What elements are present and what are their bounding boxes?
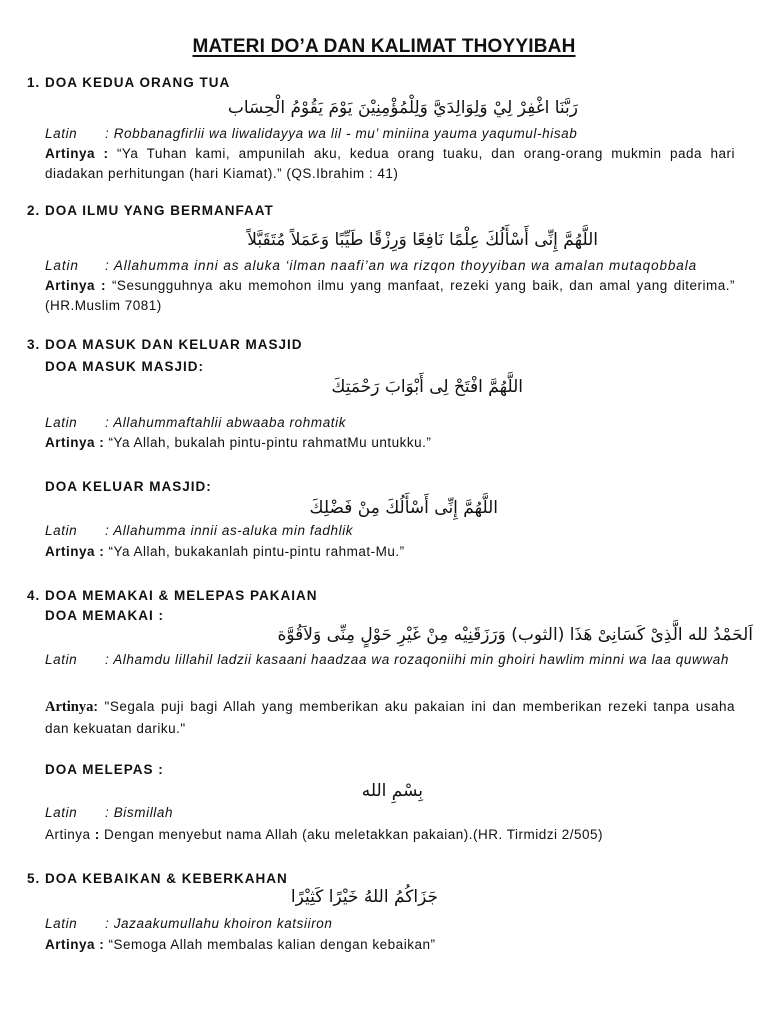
- section-5-arabic: جَزَاكُمُ اللهُ خَيْرًا كَثِيْرًا: [290, 887, 438, 907]
- section-1-arabic: رَبَّنَا اغْفِرْ لِيْ وَلِوَالِدَيَّ وَلِلْمُؤْمِنِيْنَ يَوْمَ يَقُوْمُ الْحِسَاب: [227, 98, 578, 118]
- section-4-heading: 4. DOA MEMAKAI & MELEPAS PAKAIAN: [27, 588, 318, 603]
- artinya-label: Artinya: [45, 827, 91, 842]
- section-5-artinya: Artinya : “Semoga Allah membalas kalian dengan kebaikan”: [45, 937, 436, 952]
- section-5-heading: 5. DOA KEBAIKAN & KEBERKAHAN: [27, 871, 288, 886]
- doa-masuk-masjid-heading: DOA MASUK MASJID:: [45, 359, 205, 374]
- latin-text: Alhamdu lillahil ladzii kasaani haadzaa wa rozaqoniihi min ghoiri hawlim minni wa laa quwwah: [113, 652, 729, 667]
- doa-memakai-artinya: Artinya: "Segala puji bagi Allah yang memberikan aku pakaian ini dan memberikan rezeki tanpa usaha dan kekuatan dariku.": [45, 699, 736, 736]
- artinya-label: Artinya: [45, 435, 96, 450]
- section-2-arabic: اللَّهُمَّ إِنِّى أَسْأَلُكَ عِلْمًا نَافِعًا وَرِزْقًا طَيِّبًا وَعَمَلاً مُتَقَبَّلاً: [247, 230, 598, 250]
- artinya-text: Dengan menyebut nama Allah (aku meletakkan pakaian).(HR. Tirmidzi 2/505): [104, 827, 604, 842]
- section-1-latin: Latin : Robbanagfirlii wa liwalidayya wa lil - mu’ miniina yauma yaqumul-hisab: [45, 124, 735, 144]
- doa-keluar-masjid-latin: Latin : Allahumma innii as-aluka min fadhlik: [45, 521, 735, 541]
- latin-text: Allahumma innii as-aluka min fadhlik: [113, 523, 354, 538]
- section-1-artinya: Artinya : “Ya Tuhan kami, ampunilah aku, kedua orang tuaku, dan orang-orang mukmin pada hari diadakan perhitungan (hari Kiamat).” (QS.Ibrahim : 41): [45, 146, 736, 181]
- doa-memakai-arabic: اَلحَمْدُ لله الَّذِىْ كَسَانِىْ هَذَا (الثوب) وَرَزَقَنِيْه مِنْ غَيْرِ حَوْلٍ مِنِّى وَلاَقُوَّة: [277, 625, 753, 645]
- latin-text: Allahummaftahlii abwaaba rohmatik: [113, 415, 347, 430]
- section-2-artinya: Artinya : “Sesungguhnya aku memohon ilmu yang manfaat, rezeki yang baik, dan amal yang diterima.” (HR.Muslim 7081): [45, 278, 735, 313]
- doa-melepas-heading: DOA MELEPAS :: [45, 762, 164, 777]
- doa-masuk-masjid-arabic: اللَّهُمَّ افْتَحْ لِى أَبْوَابَ رَحْمَتِكَ: [331, 377, 523, 397]
- latin-label: Latin: [45, 652, 78, 667]
- latin-label: Latin: [45, 415, 78, 430]
- artinya-text: “Ya Allah, bukakanlah pintu-pintu rahmat-Mu.”: [108, 544, 405, 559]
- section-5-latin: Latin : Jazaakumullahu khoiron katsiiron: [45, 914, 735, 934]
- page-title: MATERI DO’A DAN KALIMAT THOYYIBAH: [192, 36, 576, 57]
- artinya-text: “Ya Tuhan kami, ampunilah aku, kedua orang tuaku, dan orang-orang mukmin pada hari diadakan perhitungan (hari Kiamat).” (QS.Ibrahim : 41): [45, 146, 736, 181]
- doa-keluar-masjid-artinya: Artinya : “Ya Allah, bukakanlah pintu-pintu rahmat-Mu.”: [45, 544, 405, 559]
- section-1-heading: 1. DOA KEDUA ORANG TUA: [27, 75, 231, 90]
- doa-memakai-heading: DOA MEMAKAI :: [45, 608, 164, 623]
- doa-masuk-masjid-latin: Latin : Allahummaftahlii abwaaba rohmatik: [45, 413, 735, 433]
- doa-melepas-artinya: Artinya : Dengan menyebut nama Allah (aku meletakkan pakaian).(HR. Tirmidzi 2/505): [45, 827, 604, 842]
- artinya-text: “Ya Allah, bukalah pintu-pintu rahmatMu untukku.”: [108, 435, 432, 450]
- latin-text: Robbanagfirlii wa liwalidayya wa lil - mu’ miniina yauma yaqumul-hisab: [113, 126, 578, 141]
- latin-text: Jazaakumullahu khoiron katsiiron: [113, 916, 333, 931]
- latin-label: Latin: [45, 805, 78, 820]
- latin-label: Latin: [45, 523, 78, 538]
- doa-keluar-masjid-heading: DOA KELUAR MASJID:: [45, 479, 212, 494]
- doa-melepas-arabic: بِسْمِ الله: [361, 781, 423, 801]
- artinya-label: Artinya: [45, 544, 96, 559]
- latin-label: Latin: [45, 916, 78, 931]
- artinya-text: "Segala puji bagi Allah yang memberikan aku pakaian ini dan memberikan rezeki tanpa usaha dan kekuatan dariku.": [45, 699, 736, 736]
- doa-melepas-latin: Latin : Bismillah: [45, 803, 735, 823]
- latin-text: Allahumma inni as aluka ‘ilman naafi’an wa rizqon thoyyiban wa amalan mutaqobbala: [113, 258, 698, 273]
- artinya-label: Artinya: [45, 937, 96, 952]
- artinya-text: “Semoga Allah membalas kalian dengan kebaikan”: [108, 937, 436, 952]
- artinya-label: Artinya: [45, 146, 96, 161]
- latin-label: Latin: [45, 126, 78, 141]
- doa-memakai-latin: Latin : Alhamdu lillahil ladzii kasaani haadzaa wa rozaqoniihi min ghoiri hawlim minni wa laa quwwah: [45, 650, 735, 670]
- section-3-heading: 3. DOA MASUK DAN KELUAR MASJID: [27, 337, 303, 352]
- artinya-text: “Sesungguhnya aku memohon ilmu yang manfaat, rezeki yang baik, dan amal yang diterima.” (HR.Muslim 7081): [45, 278, 735, 313]
- latin-text: Bismillah: [113, 805, 174, 820]
- section-2-latin: Latin : Allahumma inni as aluka ‘ilman naafi’an wa rizqon thoyyiban wa amalan mutaqobbala: [45, 256, 735, 276]
- doa-masuk-masjid-artinya: Artinya : “Ya Allah, bukalah pintu-pintu rahmatMu untukku.”: [45, 435, 432, 450]
- artinya-label: Artinya: [45, 278, 96, 293]
- section-2-heading: 2. DOA ILMU YANG BERMANFAAT: [27, 203, 274, 218]
- doa-keluar-masjid-arabic: اللَّهُمَّ إِنِّى أَسْأَلُكَ مِنْ فَضْلِكَ: [309, 498, 498, 518]
- artinya-label: Artinya: [45, 699, 94, 715]
- latin-label: Latin: [45, 258, 79, 273]
